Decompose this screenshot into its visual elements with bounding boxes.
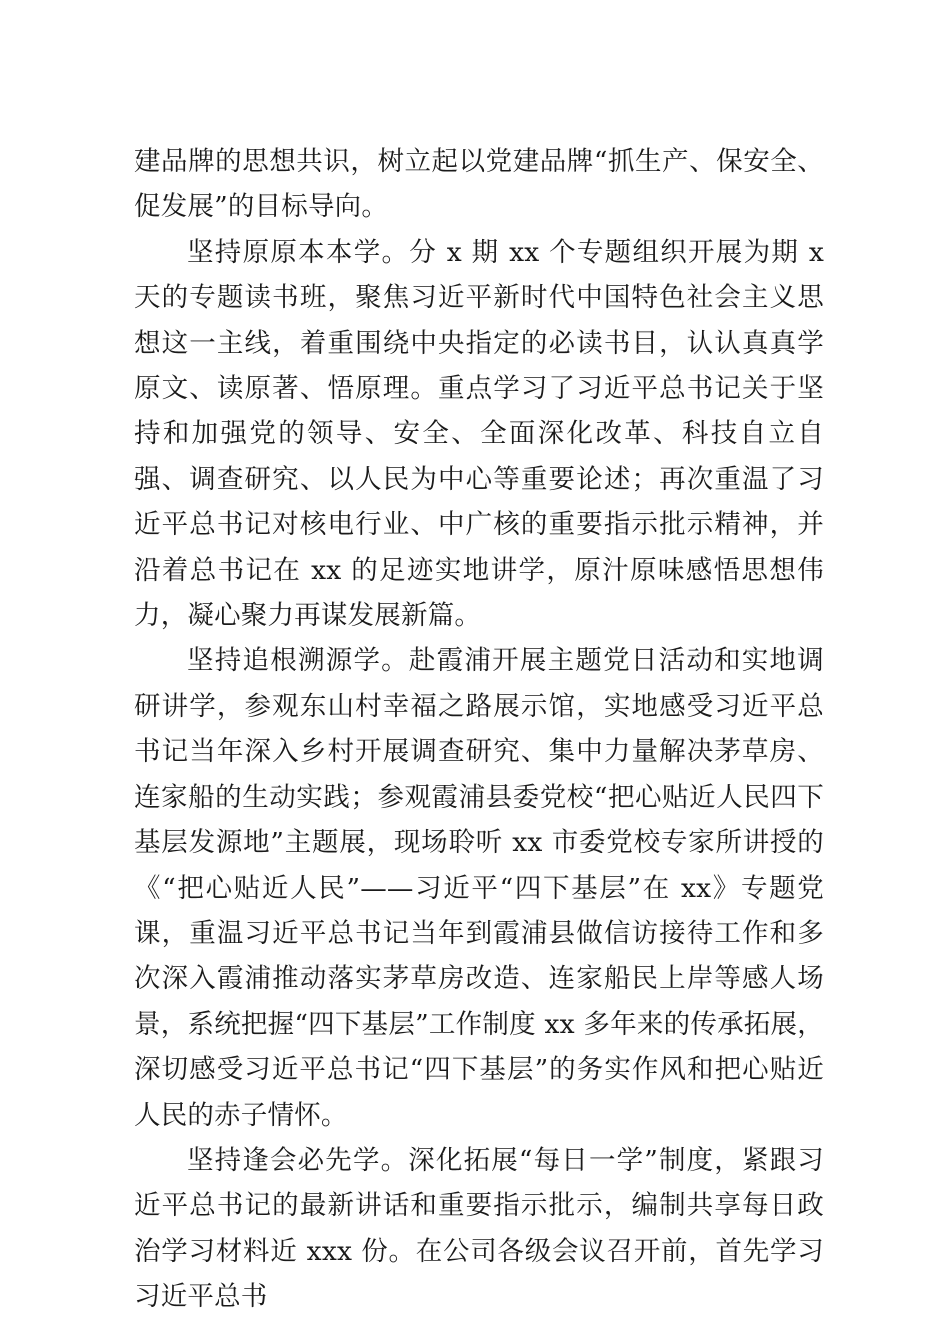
paragraph-study-before-meetings: 坚持逢会必先学。深化拓展“每日一学”制度，紧跟习近平总书记的最新讲话和重要指示批示，编制共享每日政治学习材料近 xxx 份。在公司各级会议召开前，首先学习习近平总书 (134, 1144, 824, 1313)
paragraph-trace-roots-study: 坚持追根溯源学。赴霞浦开展主题党日活动和实地调研讲学，参观东山村幸福之路展示馆，实地感受习近平总书记当年深入乡村开展调查研究、集中力量解决茅草房、连家船的生动实践；参观霞浦县委党校“把心贴近人民四下基层发源地”主题展，现场聆听 xx 市委党校专家所讲授的《“把心贴近人民”——习近平“四下基层”在 xx》专题党课，重温习近平总书记当年到霞浦县做信访接待工作和多次深入霞浦推动落实茅草房改造、连家船民上岸等感人场景，系统把握“四下基层”工作制度 xx 多年来的传承拓展，深切感受习近平总书记“四下基层”的务实作风和把心贴近人民的赤子情怀。 (134, 645, 824, 1131)
paragraph-study-original-texts: 坚持原原本本学。分 x 期 xx 个专题组织开展为期 x 天的专题读书班，聚焦习近平新时代中国特色社会主义思想这一主线，着重围绕中央指定的必读书目，认认真真学原文、读原著、悟原理。重点学习了习近平总书记关于坚持和加强党的领导、安全、全面深化改革、科技自立自强、调查研究、以人民为中心等重要论述；再次重温了习近平总书记对核电行业、中广核的重要指示批示精神，并沿着总书记在 xx 的足迹实地讲学，原汁原味感悟思想伟力，凝心聚力再谋发展新篇。 (134, 236, 824, 632)
paragraph-continuation: 建品牌的思想共识，树立起以党建品牌“抓生产、保安全、促发展”的目标导向。 (134, 146, 824, 223)
body-text (134, 139, 824, 1320)
